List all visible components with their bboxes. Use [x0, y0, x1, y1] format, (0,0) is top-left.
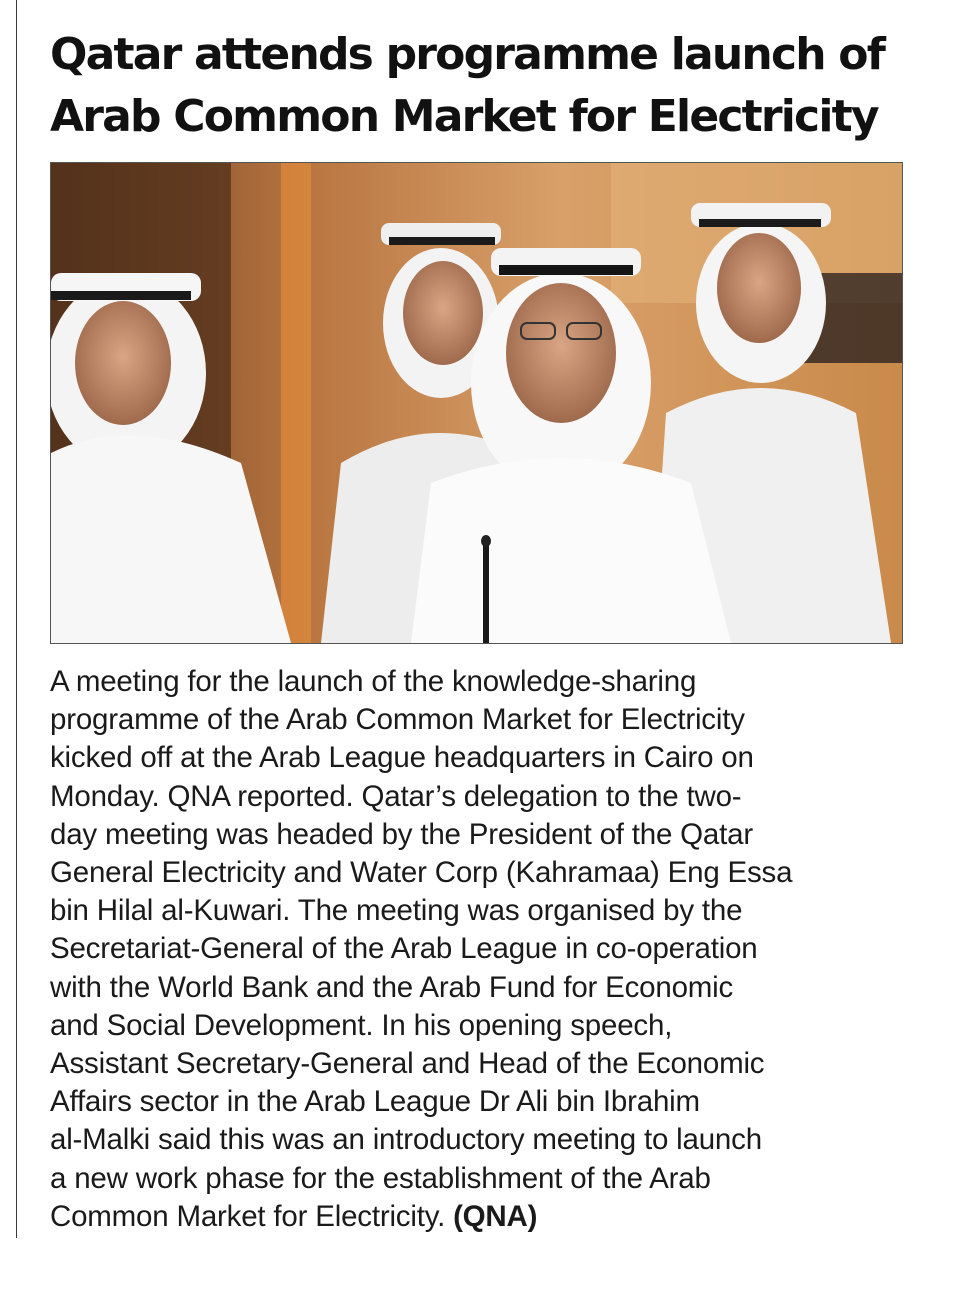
body-line: programme of the Arab Common Market for Electricity	[50, 703, 745, 737]
column-rule	[16, 0, 17, 1238]
body-line: al-Malki said this was an introductory meeting to launch	[50, 1123, 762, 1157]
body-line-last	[50, 1198, 930, 1236]
body-line: day meeting was headed by the President of the Qatar	[50, 817, 753, 851]
body-last-text: Common Market for Electricity.	[50, 1199, 446, 1233]
headline-line-2: Arab Common Market for Electricity	[50, 91, 878, 142]
body-line: Secretariat-General of the Arab League in co-operation	[50, 932, 758, 966]
body-line: Assistant Secretary-General and Head of the Economic	[50, 1047, 765, 1081]
headline	[50, 24, 930, 148]
body-line: kicked off at the Arab League headquarters in Cairo on	[50, 741, 754, 775]
men-in-traditional-dress-photo	[51, 163, 902, 643]
body-line: with the World Bank and the Arab Fund for Economic	[50, 970, 734, 1004]
news-photo	[50, 162, 903, 644]
body-line: bin Hilal al-Kuwari. The meeting was organised by the	[50, 894, 743, 928]
headline-line-1: Qatar attends programme launch of	[50, 29, 885, 80]
body-line: a new work phase for the establishment of the Arab	[50, 1161, 711, 1195]
body-line: and Social Development. In his opening speech,	[50, 1008, 673, 1042]
body-line: Affairs sector in the Arab League Dr Ali bin Ibrahim	[50, 1085, 700, 1119]
article-body	[50, 663, 930, 1236]
body-line: A meeting for the launch of the knowledge-sharing	[50, 665, 697, 698]
body-line: General Electricity and Water Corp (Kahramaa) Eng Essa	[50, 856, 793, 890]
body-line: Monday. QNA reported. Qatar’s delegation to the two-	[50, 779, 742, 813]
source-credit: (QNA)	[453, 1199, 538, 1233]
